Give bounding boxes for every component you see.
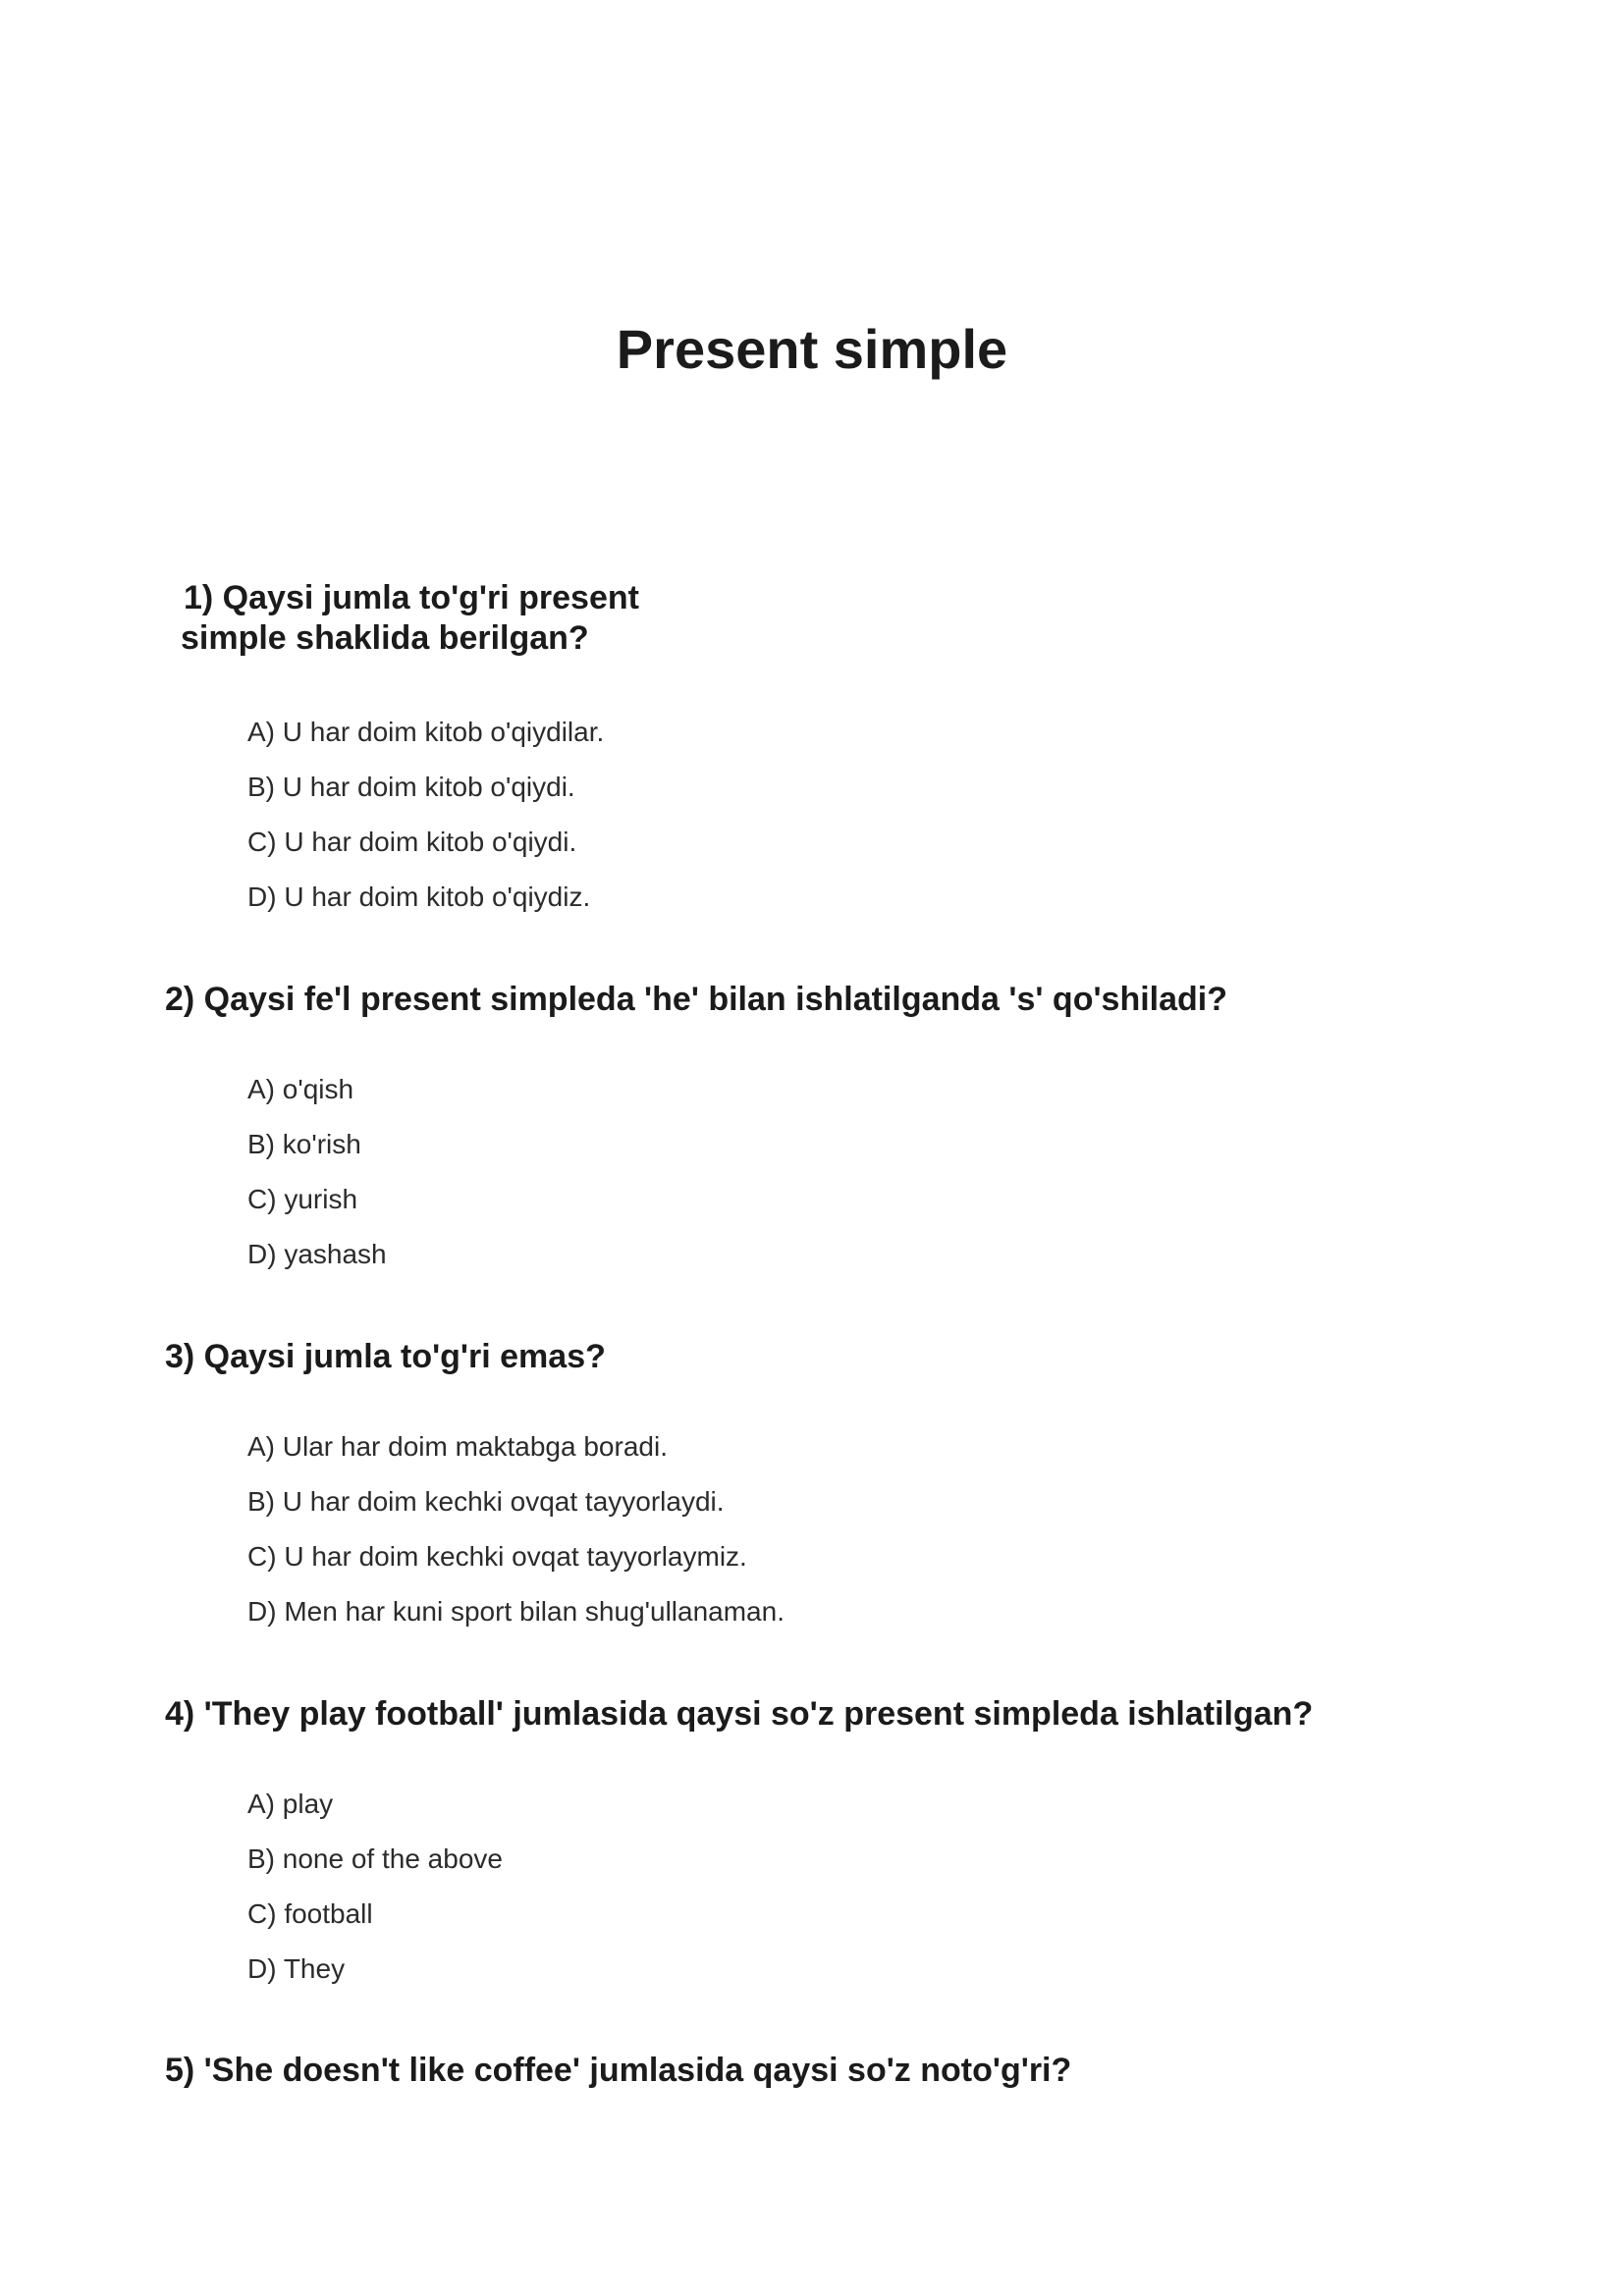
- option-a: A) play: [247, 1789, 334, 1819]
- option-a: A) o'qish: [247, 1074, 354, 1104]
- option-d: D) U har doim kitob o'qiydiz.: [247, 881, 591, 912]
- question-2-options: [247, 1062, 387, 1282]
- option-b: B) U har doim kechki ovqat tayyorlaydi.: [247, 1486, 725, 1517]
- question-3-options: [247, 1419, 785, 1639]
- option-a: A) U har doim kitob o'qiydilar.: [247, 717, 605, 747]
- question-2: 2) Qaysi fe'l present simpleda 'he' bilan ishlatilganda 's' qo'shiladi?: [165, 981, 1228, 1018]
- question-4: 4) 'They play football' jumlasida qaysi so'z present simpleda ishlatilgan?: [165, 1695, 1314, 1733]
- option-c: C) football: [247, 1898, 373, 1929]
- option-d: D) Men har kuni sport bilan shug'ullanaman.: [247, 1596, 785, 1627]
- page-title: Present simple: [616, 318, 1008, 380]
- question-1-text-line1: 1) Qaysi jumla to'g'ri present: [184, 579, 639, 616]
- question-5: 5) 'She doesn't like coffee' jumlasida qaysi so'z noto'g'ri?: [165, 2052, 1072, 2089]
- option-b: B) none of the above: [247, 1843, 503, 1874]
- option-b: B) U har doim kitob o'qiydi.: [247, 772, 575, 802]
- option-c: C) yurish: [247, 1184, 358, 1214]
- option-a: A) Ular har doim maktabga boradi.: [247, 1431, 668, 1462]
- question-1-options: [247, 705, 604, 925]
- question-3: 3) Qaysi jumla to'g'ri emas?: [165, 1338, 606, 1375]
- option-d: D) yashash: [247, 1239, 387, 1269]
- question-1-text-line2: simple shaklida berilgan?: [181, 619, 589, 657]
- option-b: B) ko'rish: [247, 1129, 361, 1159]
- option-c: C) U har doim kechki ovqat tayyorlaymiz.: [247, 1541, 747, 1572]
- option-c: C) U har doim kitob o'qiydi.: [247, 827, 577, 857]
- option-d: D) They: [247, 1953, 346, 1984]
- question-1: [181, 578, 694, 659]
- question-4-options: [247, 1777, 503, 1997]
